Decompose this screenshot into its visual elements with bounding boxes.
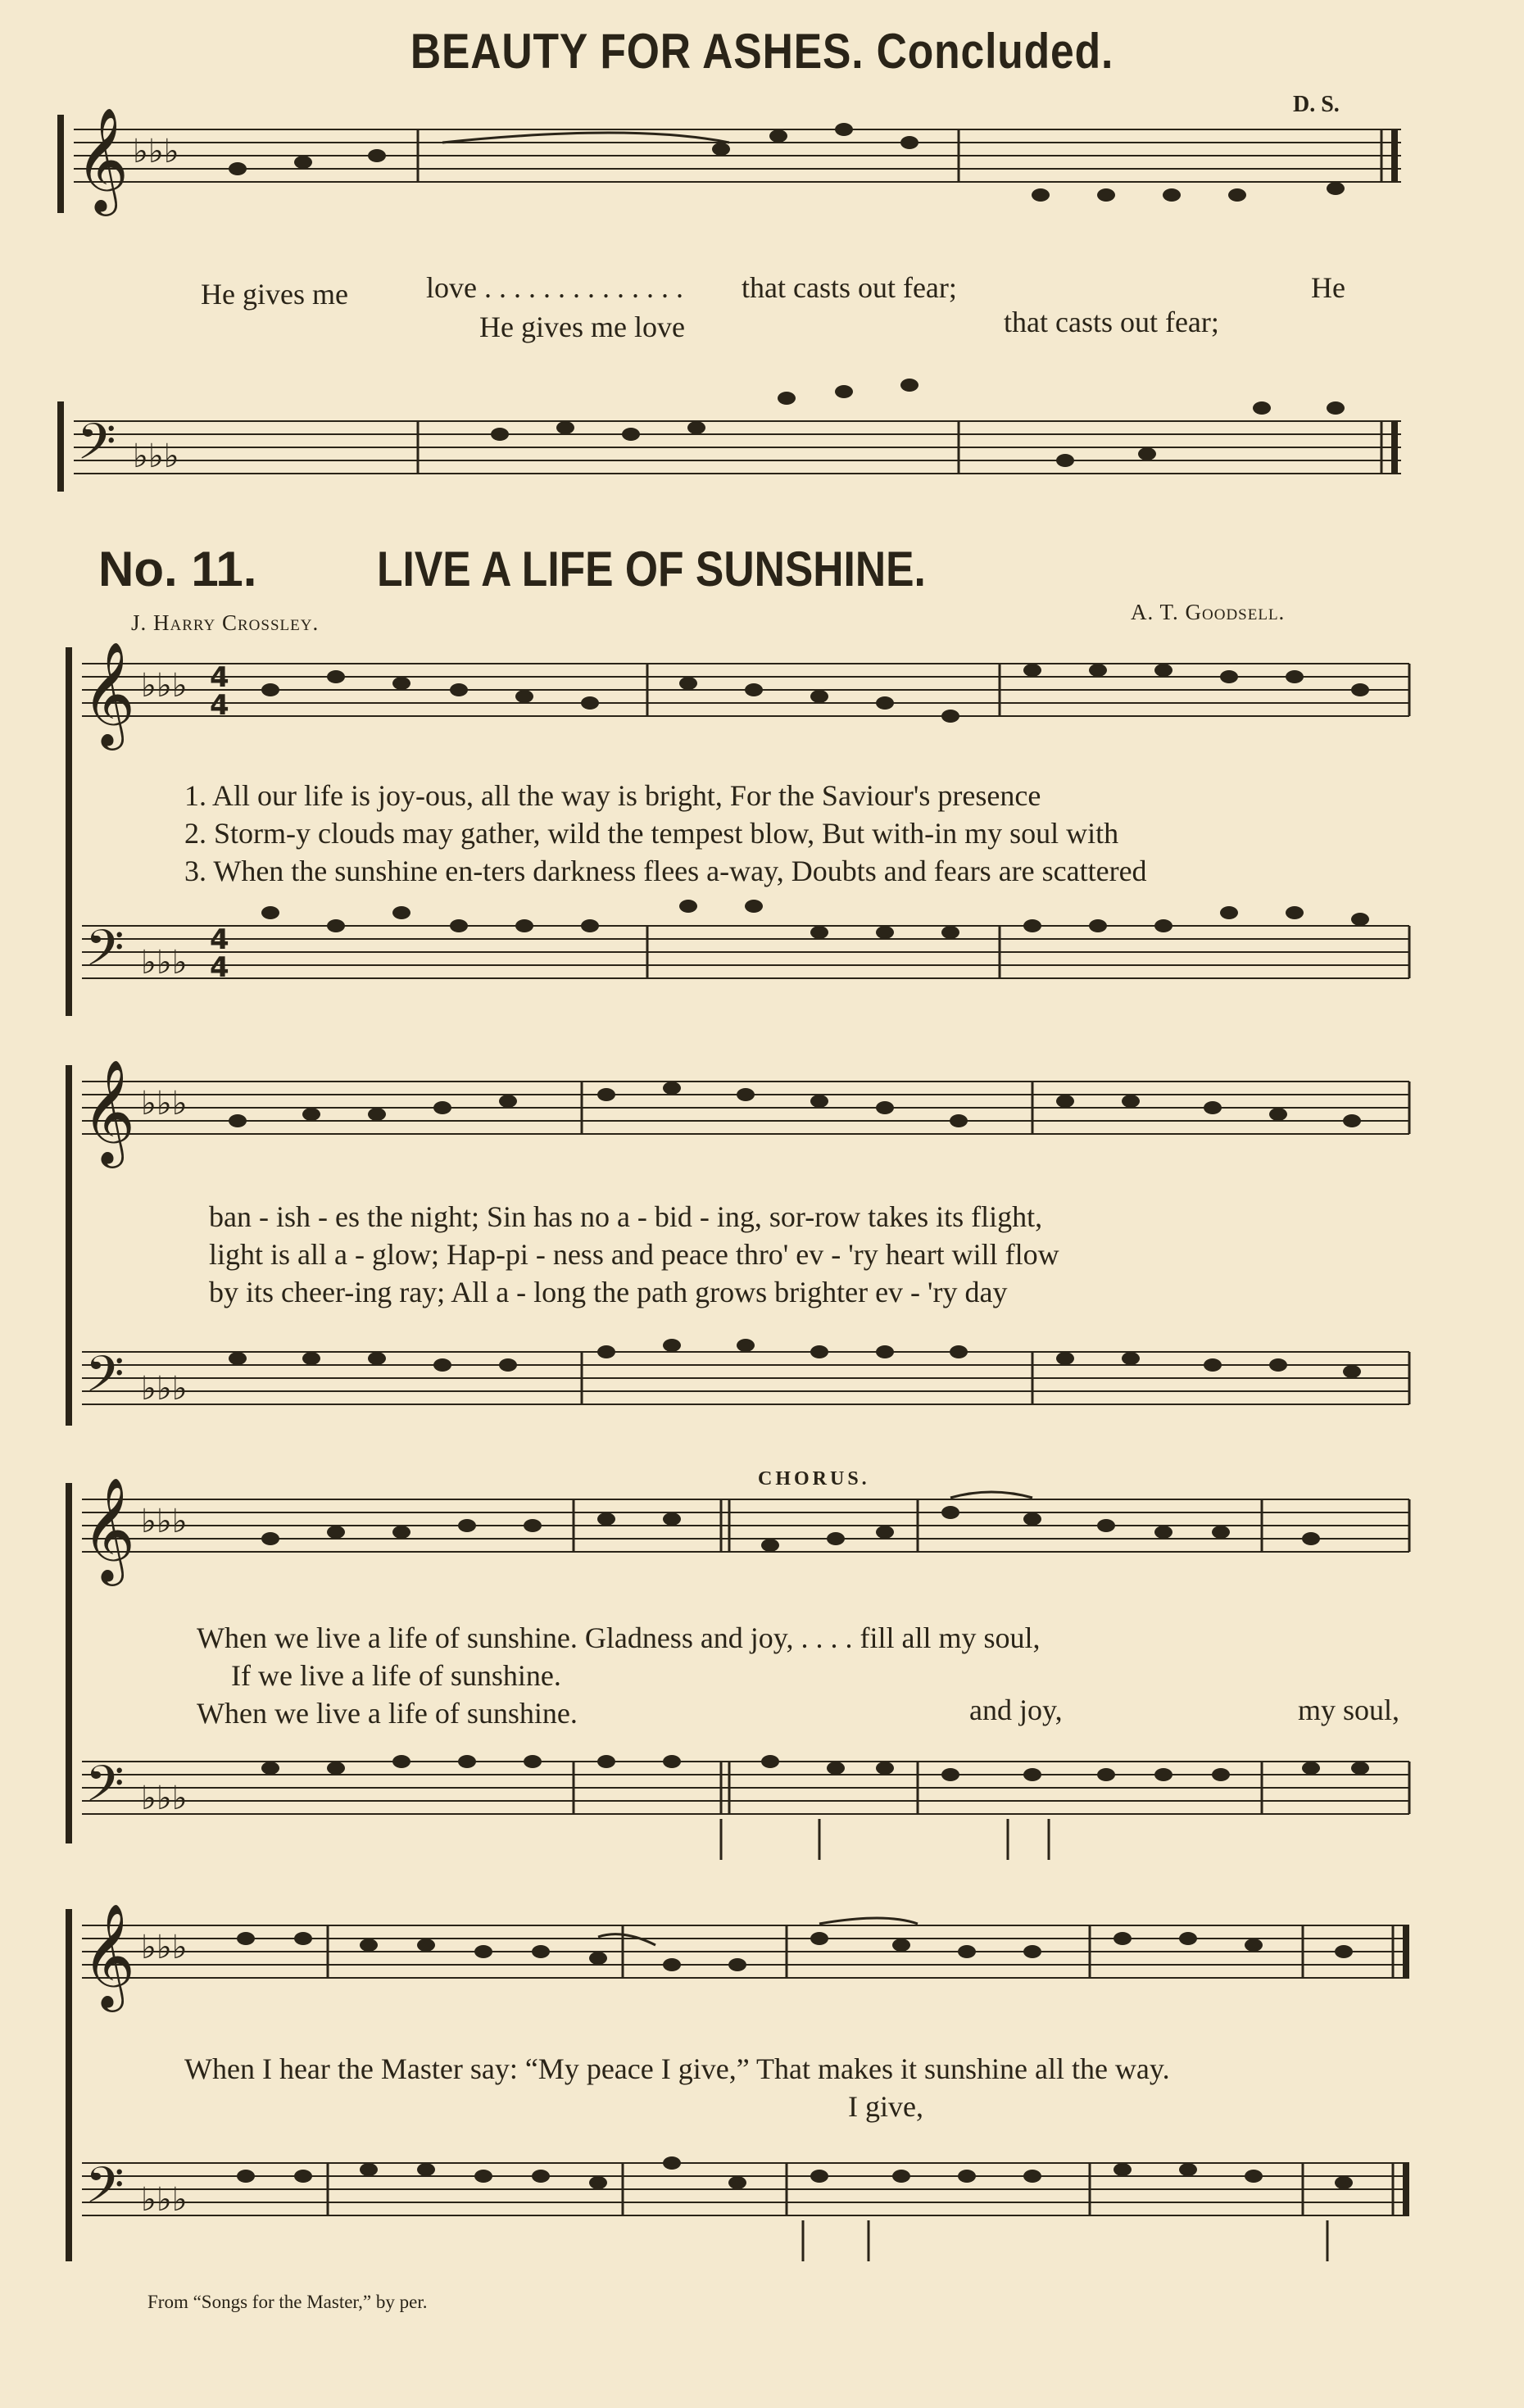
svg-text:𝄞: 𝄞 bbox=[82, 641, 136, 746]
svg-text:𝄢: 𝄢 bbox=[85, 1345, 125, 1416]
chorus-alt-my-soul: my soul, bbox=[1298, 1694, 1400, 1726]
song1-title: BEAUTY FOR ASHES. Concluded. bbox=[410, 24, 1114, 79]
song1-bass-staff bbox=[57, 401, 1417, 500]
svg-text:𝄢: 𝄢 bbox=[85, 1755, 125, 1825]
song1-treble-staff bbox=[57, 107, 1417, 213]
system2-bass-staff bbox=[66, 1336, 1417, 1442]
system1-bass-staff bbox=[66, 909, 1417, 1016]
final-line: When I hear the Master say: “My peace I give,” That makes it sunshine all the way. bbox=[184, 2052, 1170, 2085]
svg-text:♭♭♭: ♭♭♭ bbox=[141, 667, 188, 705]
source-note: From “Songs for the Master,” by per. bbox=[147, 2292, 428, 2312]
verse1-line1: 1. All our life is joy-ous, all the way is bright, For the Saviour's presence bbox=[184, 779, 1041, 812]
chorus-alt-and-joy: and joy, bbox=[969, 1694, 1063, 1726]
svg-text:♭♭♭: ♭♭♭ bbox=[141, 1370, 188, 1408]
system2-treble-staff bbox=[66, 1059, 1417, 1172]
verse2-line1: 2. Storm-y clouds may gather, wild the tempest blow, But with-in my soul with bbox=[184, 817, 1119, 850]
system4-treble-staff bbox=[66, 1902, 1417, 2016]
svg-text:♭♭♭: ♭♭♭ bbox=[133, 438, 179, 475]
verse1-line2: ban - ish - es the night; Sin has no a - bid - ing, sor-row takes its flight, bbox=[209, 1200, 1043, 1233]
lyric-he-gives-me: He gives me bbox=[201, 278, 348, 311]
svg-text:𝄞: 𝄞 bbox=[82, 1059, 136, 1163]
treble-clef-icon: 𝄞 bbox=[75, 107, 129, 211]
svg-text:♭♭♭: ♭♭♭ bbox=[141, 1929, 188, 1966]
svg-text:4: 4 bbox=[210, 923, 229, 956]
svg-text:4: 4 bbox=[210, 951, 229, 984]
svg-text:♭♭♭: ♭♭♭ bbox=[141, 1780, 188, 1817]
chorus-line2: If we live a life of sunshine. bbox=[231, 1659, 561, 1692]
ds-mark: D. S. bbox=[1293, 92, 1340, 117]
chorus-line3: When we live a life of sunshine. bbox=[197, 1697, 578, 1730]
composer: A. T. Goodsell. bbox=[1131, 600, 1286, 624]
final-alt: I give, bbox=[848, 2090, 923, 2123]
lyric-he-gives-me-love: He gives me love bbox=[479, 311, 685, 343]
svg-text:𝄞: 𝄞 bbox=[82, 1902, 136, 2007]
svg-text:4: 4 bbox=[210, 689, 229, 722]
song-number: No. 11. bbox=[98, 542, 257, 596]
note-icon bbox=[229, 123, 1345, 202]
svg-text:♭♭♭: ♭♭♭ bbox=[141, 944, 188, 982]
svg-text:♭♭♭: ♭♭♭ bbox=[141, 1503, 188, 1540]
svg-text:𝄢: 𝄢 bbox=[85, 2156, 125, 2227]
song2-header bbox=[98, 541, 1015, 597]
svg-text:𝄢: 𝄢 bbox=[85, 919, 125, 990]
chorus-line1: When we live a life of sunshine. Gladness and joy, . . . . fill all my soul, bbox=[197, 1621, 1041, 1654]
bass-clef-icon: 𝄢 bbox=[77, 413, 116, 483]
verse3-line2: by its cheer-ing ray; All a - long the path grows brighter ev - 'ry day bbox=[209, 1276, 1008, 1308]
lyric-casts-out-fear: that casts out fear; bbox=[742, 271, 957, 304]
system4-bass-staff bbox=[66, 2147, 1417, 2270]
system1-treble-staff bbox=[66, 641, 1417, 754]
lyric-love: love . . . . . . . . . . . . . . bbox=[426, 271, 683, 304]
chorus-label: CHORUS. bbox=[758, 1468, 870, 1490]
flat-icon: ♭♭♭ bbox=[133, 133, 179, 170]
lyric-he: He bbox=[1311, 271, 1345, 304]
verse3-line1: 3. When the sunshine en-ters darkness flees a-way, Doubts and fears are scattered bbox=[184, 855, 1147, 887]
verse2-line2: light is all a - glow; Hap-pi - ness and peace thro' ev - 'ry heart will flow bbox=[209, 1238, 1059, 1271]
svg-text:𝄞: 𝄞 bbox=[82, 1476, 136, 1581]
song2-title: LIVE A LIFE OF SUNSHINE. bbox=[377, 542, 926, 596]
svg-text:♭♭♭: ♭♭♭ bbox=[141, 2181, 188, 2219]
lyric-casts-out-fear-2: that casts out fear; bbox=[1004, 306, 1219, 338]
svg-text:4: 4 bbox=[210, 661, 229, 694]
lyricist: J. Harry Crossley. bbox=[131, 610, 320, 635]
system3-bass-staff bbox=[66, 1745, 1417, 1868]
svg-text:♭♭♭: ♭♭♭ bbox=[141, 1085, 188, 1122]
